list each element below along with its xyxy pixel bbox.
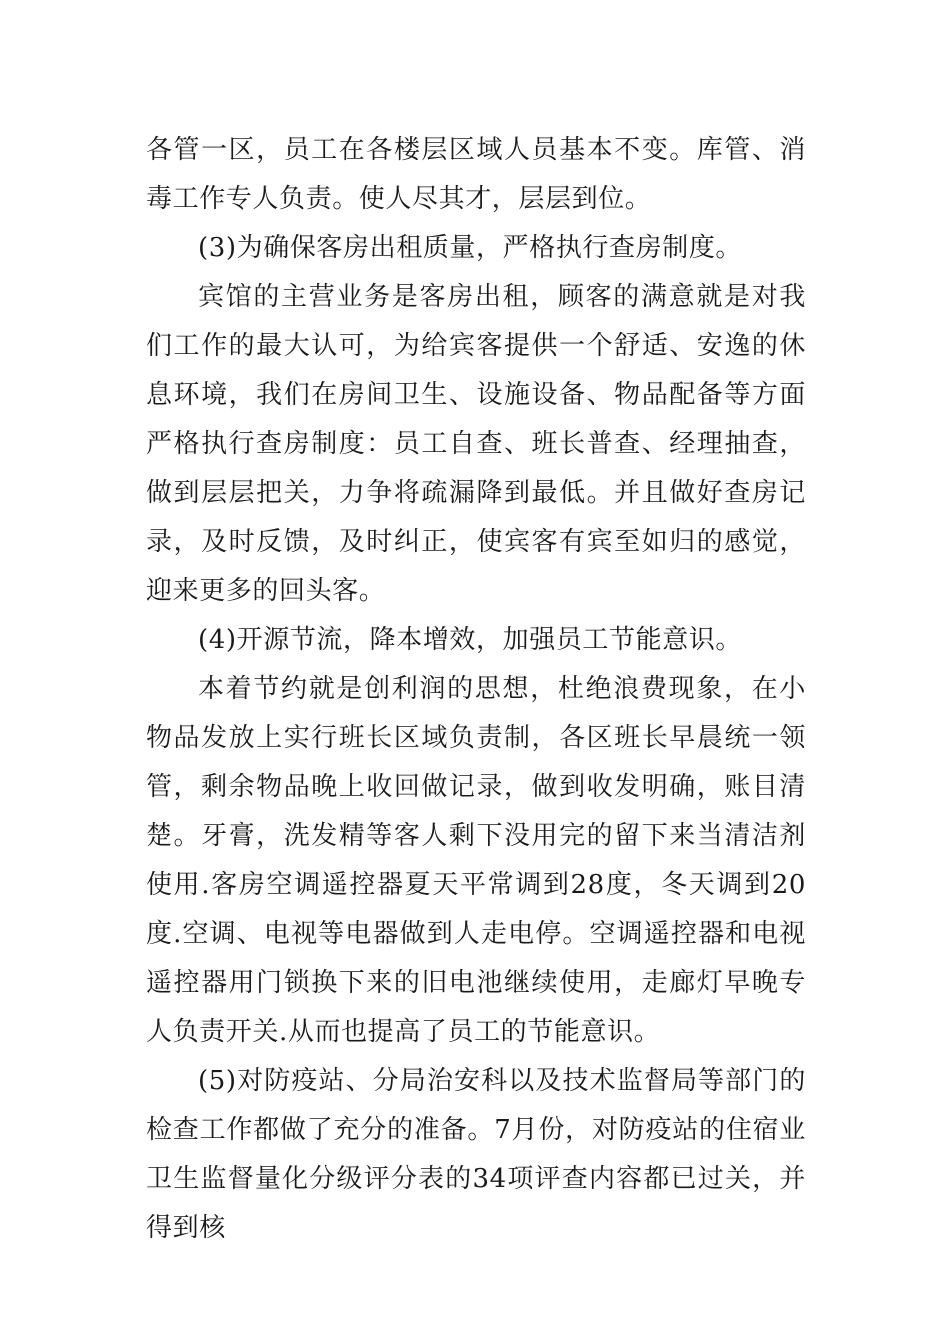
document-page [146, 126, 806, 1253]
paragraph-5: 本着节约就是创利润的思想，杜绝浪费现象，在小物品发放上实行班长区域负责制，各区班长早晨统一领管，剩余物品晚上收回做记录，做到收发明确，账目清楚。牙膏，洗发精等客人剩下没用完的留下来当清洁剂使用.客房空调遥控器夏天平常调到28度，冬天调到20度.空调、电视等电器做到人走电停。空调遥控器和电视遥控器用门锁换下来的旧电池继续使用，走廊灯早晚专人负责开关.从而也提高了员工的节能意识。 [146, 674, 806, 1047]
paragraph-6: (5)对防疫站、分局治安科以及技术监督局等部门的检查工作都做了充分的准备。7月份，对防疫站的住宿业卫生监督量化分级评分表的34项评查内容都已过关，并得到核 [146, 1066, 806, 1243]
paragraph-1: 各管一区，员工在各楼层区域人员基本不变。库管、消毒工作专人负责。使人尽其才，层层到位。 [146, 135, 806, 214]
paragraph-2: (3)为确保客房出租质量，严格执行查房制度。 [198, 233, 743, 263]
paragraph-3: 宾馆的主营业务是客房出租，顾客的满意就是对我们工作的最大认可，为给宾客提供一个舒适、安逸的休息环境，我们在房间卫生、设施设备、物品配备等方面严格执行查房制度：员工自查、班长普查、经理抽查，做到层层把关，力争将疏漏降到最低。并且做好查房记录，及时反馈，及时纠正，使宾客有宾至如归的感觉，迎来更多的回头客。 [146, 282, 806, 606]
paragraph-4: (4)开源节流，降本增效，加强员工节能意识。 [198, 625, 743, 655]
